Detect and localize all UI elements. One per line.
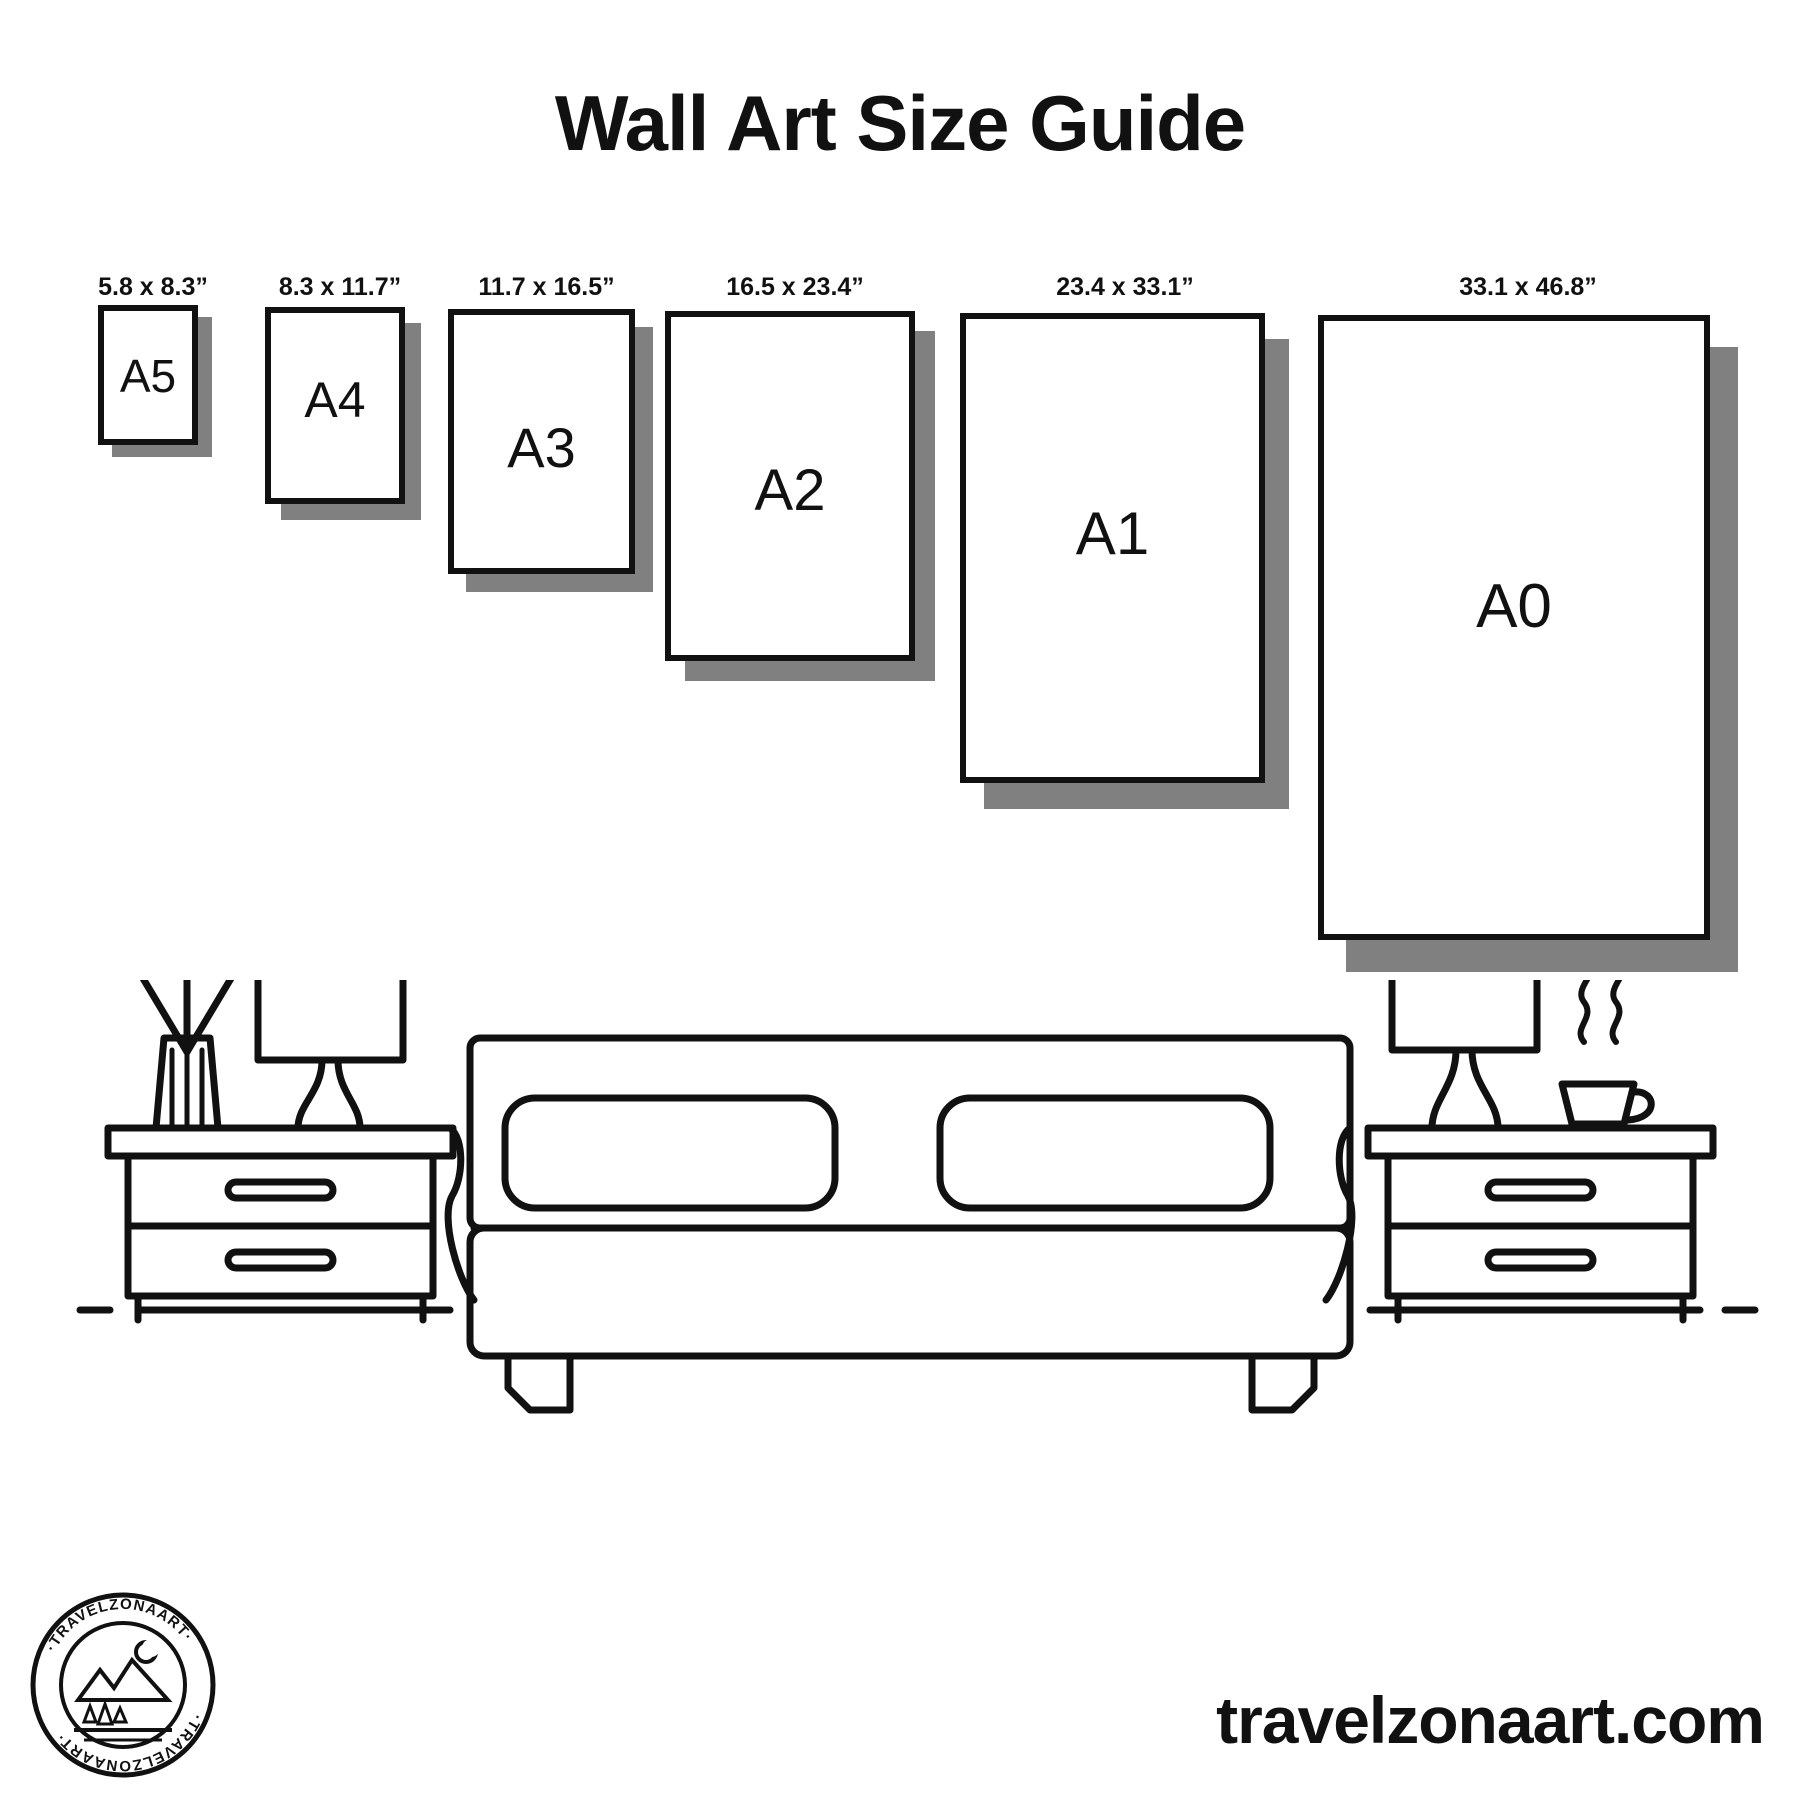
brand-logo[interactable] [28, 1590, 218, 1780]
frame-box-a5[interactable] [98, 305, 198, 445]
plant-stem-left [132, 980, 187, 1052]
frame-dimensions-a4: 8.3 x 11.7” [278, 273, 402, 301]
frame-dimensions-a0: 33.1 x 46.8” [1459, 273, 1597, 301]
frame-dimensions-a3: 11.7 x 16.5” [478, 273, 615, 301]
pillow-left [505, 1098, 835, 1208]
headboard [470, 1038, 1350, 1228]
logo-text-top: ·TRAVELZONAART· [42, 1595, 197, 1655]
bed-leg-right [1252, 1356, 1314, 1410]
frame-label-a1: A1 [1075, 500, 1150, 567]
frame-box-a4[interactable] [265, 307, 405, 504]
nightstand-right-top [1368, 1128, 1713, 1156]
page-title: Wall Art Size Guide [554, 79, 1246, 167]
nightstand-left-top [108, 1128, 453, 1156]
frame-box-a3[interactable] [448, 309, 635, 574]
nightstand-left-handle-1 [228, 1182, 333, 1198]
steam-2 [1613, 980, 1622, 1042]
frame-box-a2[interactable] [665, 311, 915, 661]
nightstand-left-handle-2 [228, 1252, 333, 1268]
frame-dimensions-a1: 23.4 x 33.1” [1056, 273, 1194, 301]
lamp-left-shade [258, 980, 403, 1060]
steam-1 [1581, 980, 1590, 1042]
frame-dimensions-a5: 5.8 x 8.3” [98, 273, 208, 301]
lamp-left-base [298, 1060, 360, 1128]
mattress [470, 1228, 1350, 1356]
logo-mountains [78, 1660, 168, 1700]
logo-moon-mask [142, 1639, 160, 1657]
frame-label-a5: A5 [119, 350, 177, 402]
frame-box-a1[interactable] [960, 313, 1265, 783]
bed-leg-left [508, 1356, 570, 1410]
lamp-right-base [1432, 1050, 1498, 1128]
logo-text-bottom: ·TRAVELZONAART· [52, 1711, 206, 1775]
nightstand-right-handle-2 [1488, 1252, 1593, 1268]
website-url[interactable]: travelzonaart.com [1216, 1683, 1764, 1757]
logo-trees [84, 1704, 126, 1724]
lamp-right-shade [1392, 980, 1537, 1050]
frame-label-a0: A0 [1476, 572, 1552, 641]
frame-dimensions-a2: 16.5 x 23.4” [726, 273, 864, 301]
bedroom-illustration [60, 980, 1760, 1540]
frame-label-a4: A4 [304, 372, 366, 428]
frame-box-a0[interactable] [1318, 315, 1710, 940]
coffee-cup-body [1562, 1084, 1634, 1124]
frame-label-a3: A3 [507, 416, 576, 479]
pillow-right [940, 1098, 1270, 1208]
plant-stem-right [187, 980, 242, 1052]
nightstand-right-handle-1 [1488, 1182, 1593, 1198]
frame-label-a2: A2 [754, 458, 826, 523]
